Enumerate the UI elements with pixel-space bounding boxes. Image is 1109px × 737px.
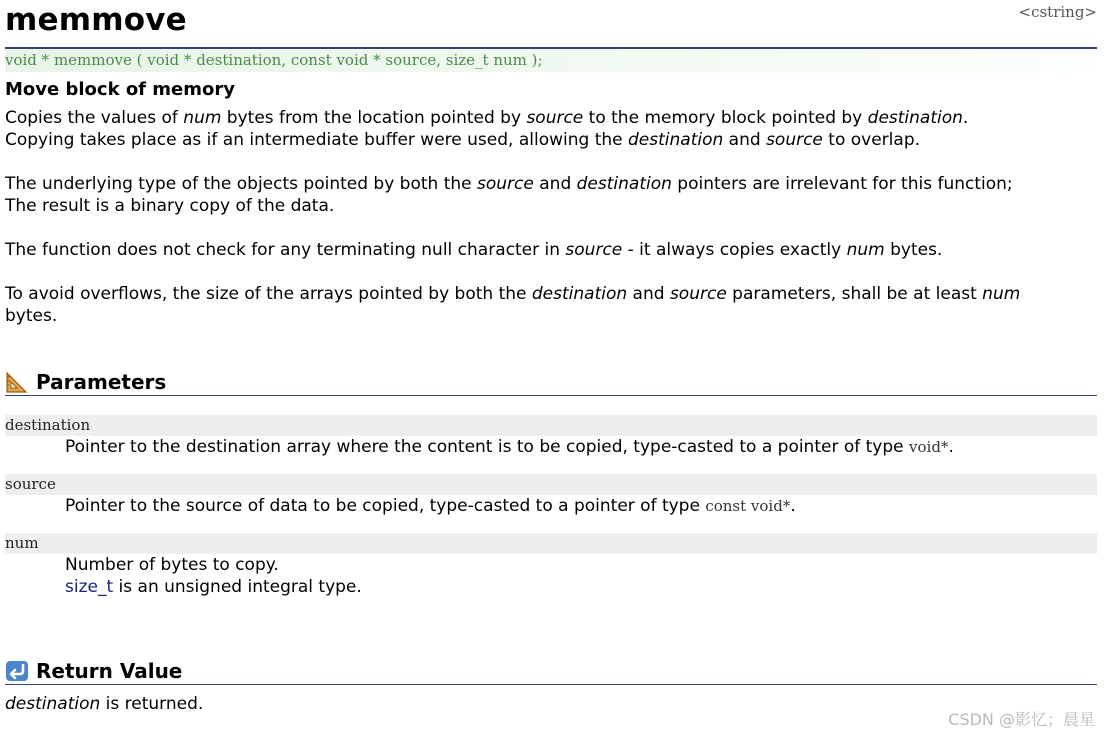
return-value-heading: Return Value	[36, 659, 183, 683]
description-paragraph-4: To avoid overflows, the size of the arrays pointed by both the destination and source parameters, shall be at least num bytes.	[5, 284, 1021, 326]
size-t-link[interactable]: size_t	[65, 577, 114, 597]
watermark: CSDN @影忆；晨星	[948, 710, 1095, 729]
reference-page	[5, 0, 1097, 737]
description-paragraph-1: Copies the values of num bytes from the location pointed by source to the memory block pointed by destination. Copying takes place as if an intermediate buffer were used, allowing the destination and source to overlap.	[5, 108, 969, 150]
description-paragraph-3: The function does not check for any terminating null character in source - it always copies exactly num bytes.	[5, 240, 943, 260]
param-desc-num: Number of bytes to copy. size_t is an unsigned integral type.	[65, 555, 362, 597]
param-desc-source: Pointer to the source of data to be copied, type-casted to a pointer of type const void*.	[65, 496, 796, 516]
param-name-num: num	[5, 533, 1097, 554]
parameters-section-header	[5, 369, 1097, 396]
param-desc-destination: Pointer to the destination array where the content is to be copied, type-casted to a pointer of type void*.	[65, 437, 954, 457]
return-arrow-icon	[5, 659, 29, 683]
return-value-section-header	[5, 658, 1097, 685]
page-title: memmove	[5, 2, 187, 38]
ruler-triangle-icon	[5, 370, 29, 394]
return-value-text: destination is returned.	[5, 694, 204, 714]
description-paragraph-2: The underlying type of the objects pointed by both the source and destination pointers are irrelevant for this function; The result is a binary copy of the data.	[5, 174, 1013, 216]
header-tag[interactable]: <cstring>	[1018, 3, 1097, 21]
parameters-heading: Parameters	[36, 370, 167, 394]
param-name-destination: destination	[5, 415, 1097, 436]
param-name-source: source	[5, 474, 1097, 495]
summary-heading: Move block of memory	[5, 79, 235, 100]
function-prototype: void * memmove ( void * destination, const void * source, size_t num );	[5, 47, 1097, 72]
